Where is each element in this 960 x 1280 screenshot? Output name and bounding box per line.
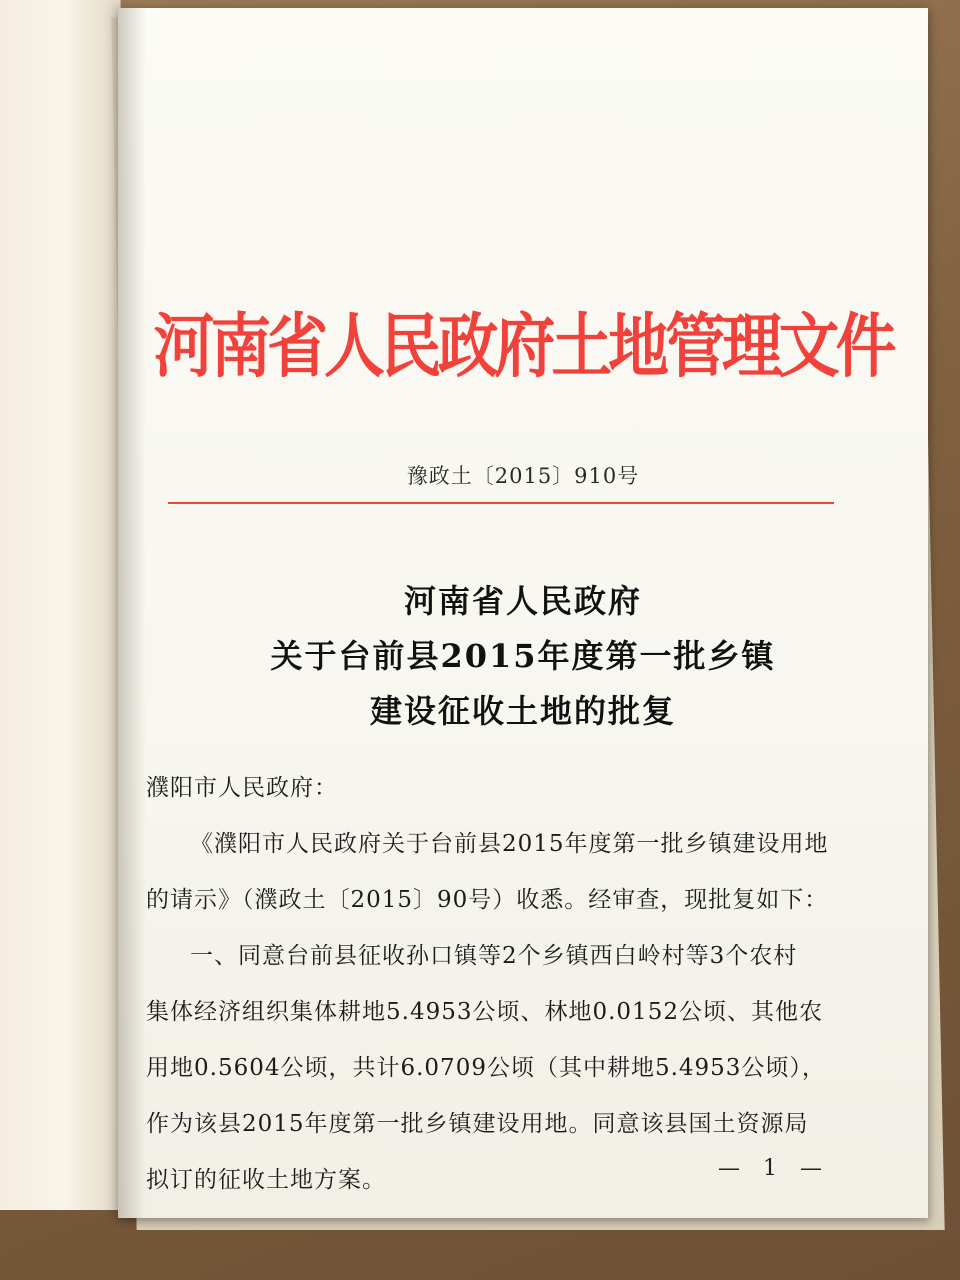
document-number: 豫政土〔2015〕910号 — [406, 464, 640, 488]
body-line: 作为该县2015年度第一批乡镇建设用地。同意该县国土资源局 — [146, 1111, 809, 1137]
red-divider-rule — [168, 502, 834, 504]
document-masthead: 河南省人民政府土地管理文件 — [153, 305, 893, 387]
document-page — [118, 8, 928, 1218]
body-line: 集体经济组织集体耕地5.4953公顷、林地0.0152公顷、其他农 — [146, 999, 823, 1025]
document-title — [118, 574, 928, 739]
title-line: 河南省人民政府 — [403, 582, 642, 620]
salutation: 濮阳市人民政府： — [146, 775, 338, 801]
body-line: 《濮阳市人民政府关于台前县2015年度第一批乡镇建设用地 — [190, 831, 829, 857]
body-line: 拟订的征收土地方案。 — [146, 1167, 386, 1193]
body-line: 的请示》（濮政土〔2015〕90号）收悉。经审查，现批复如下： — [146, 887, 829, 913]
title-line: 建设征收土地的批复 — [369, 692, 676, 730]
facing-page — [0, 0, 121, 1210]
page-number: — 1 — — [718, 1156, 830, 1181]
title-line: 关于台前县2015年度第一批乡镇 — [270, 637, 776, 675]
body-line: 用地0.5604公顷，共计6.0709公顷（其中耕地5.4953公顷）， — [146, 1055, 826, 1081]
body-line: 一、同意台前县征收孙口镇等2个乡镇西白岭村等3个农村 — [190, 943, 798, 969]
document-body — [146, 760, 886, 1208]
